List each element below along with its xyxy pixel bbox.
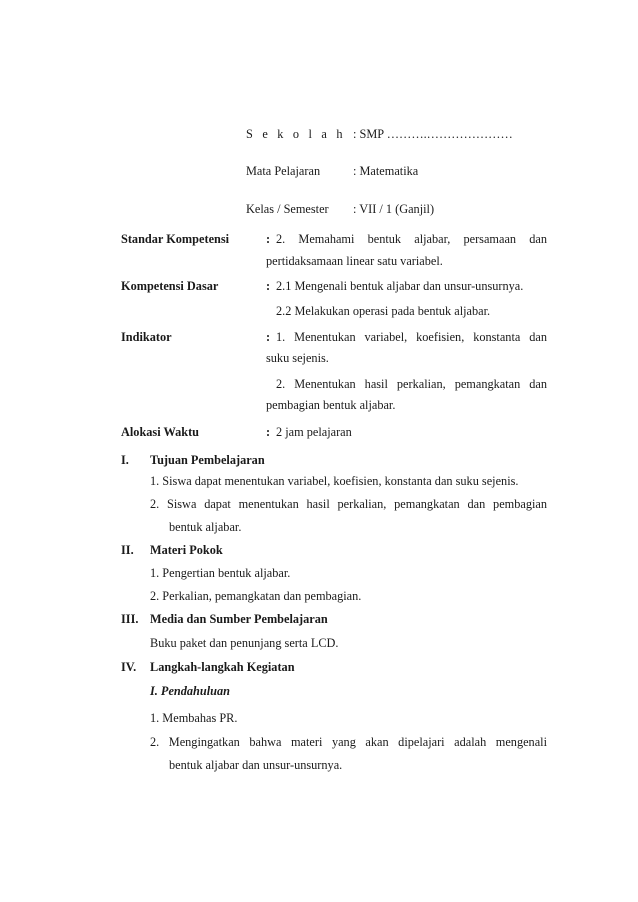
alokasi-value: 2 jam pelajaran bbox=[276, 425, 352, 439]
standar-line2: pertidaksamaan linear satu variabel. bbox=[266, 254, 443, 268]
section-1-item-2-cont: bentuk aljabar. bbox=[169, 520, 242, 534]
indikator-label: Indikator bbox=[121, 330, 172, 344]
section-2-item-2: 2. Perkalian, pemangkatan dan pembagian. bbox=[150, 589, 362, 603]
section-4-subtitle: I. Pendahuluan bbox=[150, 684, 230, 698]
section-1-number: I. bbox=[121, 453, 129, 467]
section-3-number: III. bbox=[121, 612, 139, 626]
indikator-item2-line2: pembagian bentuk aljabar. bbox=[266, 398, 396, 412]
kompetensi-line1: 2.1 Mengenali bentuk aljabar dan unsur-unsurnya. bbox=[276, 279, 524, 293]
school-label: S e k o l a h bbox=[246, 127, 346, 141]
section-1-item-1: 1. Siswa dapat menentukan variabel, koefisien, konstanta dan suku sejenis. bbox=[150, 474, 519, 488]
section-3-title: Media dan Sumber Pembelajaran bbox=[150, 612, 328, 626]
indikator-colon: : bbox=[266, 330, 271, 344]
indikator-item1-line1: 1. Menentukan variabel, koefisien, konstanta dan bbox=[276, 330, 547, 344]
indikator-item1-line2: suku sejenis. bbox=[266, 351, 329, 365]
kompetensi-colon: : bbox=[266, 279, 271, 293]
section-1-item-2: 2. Siswa dapat menentukan hasil perkalian, pemangkatan dan pembagian bbox=[150, 497, 547, 511]
alokasi-colon: : bbox=[266, 425, 271, 439]
subject-value: : Matematika bbox=[353, 164, 419, 178]
indikator-item2-line1: 2. Menentukan hasil perkalian, pemangkatan dan bbox=[276, 377, 547, 391]
alokasi-label: Alokasi Waktu bbox=[121, 425, 200, 439]
section-4-item-2-cont: bentuk aljabar dan unsur-unsurnya. bbox=[169, 758, 343, 772]
kompetensi-line2: 2.2 Melakukan operasi pada bentuk aljabar. bbox=[276, 304, 491, 318]
section-3-text: Buku paket dan penunjang serta LCD. bbox=[150, 636, 339, 650]
section-2-number: II. bbox=[121, 543, 134, 557]
class-value: : VII / 1 (Ganjil) bbox=[353, 202, 435, 216]
section-4-title: Langkah-langkah Kegiatan bbox=[150, 660, 295, 674]
section-4-item-2: 2. Mengingatkan bahwa materi yang akan dipelajari adalah mengenali bbox=[150, 735, 547, 749]
class-label: Kelas / Semester bbox=[246, 202, 329, 216]
school-value: : SMP ……….………………… bbox=[353, 127, 513, 141]
section-4-number: IV. bbox=[121, 660, 137, 674]
standar-label: Standar Kompetensi bbox=[121, 232, 230, 246]
kompetensi-label: Kompetensi Dasar bbox=[121, 279, 219, 293]
standar-line1: 2. Memahami bentuk aljabar, persamaan dan bbox=[276, 232, 547, 246]
subject-label: Mata Pelajaran bbox=[246, 164, 321, 178]
standar-colon: : bbox=[266, 232, 271, 246]
section-2-item-1: 1. Pengertian bentuk aljabar. bbox=[150, 566, 291, 580]
section-1-title: Tujuan Pembelajaran bbox=[150, 453, 265, 467]
section-2-title: Materi Pokok bbox=[150, 543, 223, 557]
section-4-item-1: 1. Membahas PR. bbox=[150, 711, 238, 725]
